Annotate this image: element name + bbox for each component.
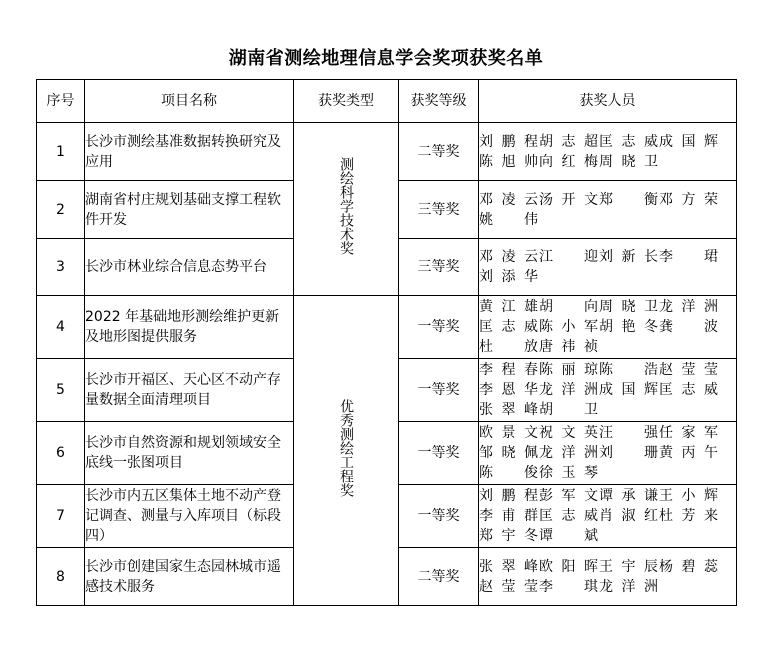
person-name: 陈旭帅	[479, 153, 538, 170]
person-name: 郑宇冬	[479, 528, 538, 544]
person-name: 邹晓佩	[479, 445, 538, 461]
person-name: 龙洋洲	[539, 382, 598, 398]
header-row	[37, 80, 737, 123]
person-name: 陈小军	[539, 319, 598, 335]
person-name: 肖淑红	[599, 508, 658, 524]
person-name: 周晓卫	[599, 299, 658, 315]
person-name: 龚 波	[659, 319, 718, 335]
person-name: 胡艳冬	[599, 319, 658, 335]
person-name: 江 迎	[539, 249, 598, 265]
row-level: 一等奖	[399, 296, 479, 359]
row-people	[479, 485, 737, 548]
row-level: 一等奖	[399, 422, 479, 485]
person-name: 邓凌云	[479, 249, 538, 265]
table-body	[37, 123, 737, 606]
header-type: 获奖类型	[294, 80, 399, 123]
row-project: 长沙市内五区集体土地不动产登记调查、测量与入库项目（标段四）	[85, 485, 294, 548]
person-name: 张翠峰	[479, 402, 538, 418]
row-level: 一等奖	[399, 485, 479, 548]
person-name: 杜芳来	[659, 508, 718, 524]
person-name: 刘添华	[479, 269, 538, 285]
row-project: 湖南省村庄规划基础支撑工程软件开发	[85, 181, 294, 239]
person-name: 匡志威	[659, 382, 718, 398]
person-name: 祝文英	[539, 425, 598, 441]
award-type-cell	[294, 296, 399, 606]
person-name: 刘鹏程	[479, 488, 538, 504]
person-name: 龙洋洲	[539, 445, 598, 461]
row-project: 长沙市测绘基准数据转换研究及应用	[85, 123, 294, 181]
awards-table	[36, 79, 737, 606]
person-name: 龙洋洲	[659, 299, 718, 315]
people-list	[479, 190, 736, 230]
person-name: 李恩华	[479, 382, 538, 398]
header-seq: 序号	[37, 80, 85, 123]
row-seq: 5	[37, 359, 85, 422]
row-people	[479, 181, 737, 239]
row-seq: 4	[37, 296, 85, 359]
person-name: 李 琪	[539, 578, 598, 595]
person-name: 赵莹莹	[659, 362, 718, 378]
person-name: 姚 伟	[479, 211, 538, 228]
person-name: 李程春	[479, 362, 538, 378]
people-list	[479, 297, 736, 357]
row-seq: 1	[37, 123, 85, 181]
person-name: 陈 浩	[599, 362, 658, 378]
person-name: 匡志威	[479, 319, 538, 335]
person-name: 欧景文	[479, 425, 538, 441]
person-name: 唐祎祯	[539, 339, 598, 355]
row-level: 二等奖	[399, 548, 479, 606]
person-name: 黄江雄	[479, 299, 538, 315]
person-name: 杨碧蕊	[659, 558, 718, 575]
people-list	[479, 247, 736, 287]
person-name: 陈 俊	[479, 465, 538, 481]
person-name: 邓方荣	[659, 191, 718, 208]
row-level: 一等奖	[399, 359, 479, 422]
person-name: 王小辉	[659, 488, 718, 504]
row-people	[479, 239, 737, 296]
row-level: 三等奖	[399, 239, 479, 296]
row-people	[479, 123, 737, 181]
person-name: 成国辉	[659, 133, 718, 150]
person-name: 匡志威	[599, 133, 658, 150]
row-people	[479, 359, 737, 422]
person-name: 黄丙午	[659, 445, 718, 461]
person-name: 郑 衡	[599, 191, 658, 208]
person-name: 刘新长	[599, 249, 658, 265]
person-name: 欧阳晖	[539, 558, 598, 575]
table-row	[37, 296, 737, 359]
person-name: 赵莹莹	[479, 578, 538, 595]
row-seq: 7	[37, 485, 85, 548]
header-project: 项目名称	[85, 80, 294, 123]
award-type-label: 测绘科学技术奖	[338, 157, 354, 255]
person-name: 匡志威	[539, 508, 598, 524]
person-name: 陈丽琼	[539, 362, 598, 378]
person-name: 成国辉	[599, 382, 658, 398]
people-list	[479, 360, 736, 420]
person-name: 李甫群	[479, 508, 538, 524]
person-name: 胡 向	[539, 299, 598, 315]
person-name: 汪 强	[599, 425, 658, 441]
person-name: 胡 卫	[539, 402, 598, 418]
person-name: 谭承谦	[599, 488, 658, 504]
row-project: 长沙市开福区、天心区不动产存量数据全面清理项目	[85, 359, 294, 422]
person-name: 向红梅	[539, 153, 598, 170]
row-people	[479, 422, 737, 485]
row-seq: 8	[37, 548, 85, 606]
row-people	[479, 548, 737, 606]
row-level: 三等奖	[399, 181, 479, 239]
row-seq: 6	[37, 422, 85, 485]
header-level: 获奖等级	[399, 80, 479, 123]
person-name: 谭 斌	[539, 528, 598, 544]
table-row	[37, 123, 737, 181]
award-type-cell	[294, 123, 399, 296]
row-project: 长沙市林业综合信息态势平台	[85, 239, 294, 296]
people-list	[479, 132, 736, 172]
person-name: 任家军	[659, 425, 718, 441]
people-list	[479, 486, 736, 546]
document-title: 湖南省测绘地理信息学会奖项获奖名单	[228, 48, 544, 69]
person-name: 龙洋洲	[599, 578, 658, 595]
people-list	[479, 557, 736, 597]
person-name: 张翠峰	[479, 558, 538, 575]
row-project: 长沙市自然资源和规划领域安全底线一张图项目	[85, 422, 294, 485]
person-name: 邓凌云	[479, 191, 538, 208]
row-project: 2022 年基础地形测绘维护更新及地形图提供服务	[85, 296, 294, 359]
people-list	[479, 423, 736, 483]
row-people	[479, 296, 737, 359]
person-name: 汤开文	[539, 191, 598, 208]
person-name: 徐玉琴	[539, 465, 598, 481]
award-type-label: 优秀测绘工程奖	[338, 398, 354, 497]
row-level: 二等奖	[399, 123, 479, 181]
person-name: 刘鹏程	[479, 133, 538, 150]
header-people: 获奖人员	[479, 80, 737, 123]
row-project: 长沙市创建国家生态园林城市遥感技术服务	[85, 548, 294, 606]
person-name: 王宇辰	[599, 558, 658, 575]
person-name: 胡志超	[539, 133, 598, 150]
person-name: 刘 珊	[599, 445, 658, 461]
person-name: 杜 放	[479, 339, 538, 355]
row-seq: 3	[37, 239, 85, 296]
row-seq: 2	[37, 181, 85, 239]
person-name: 周晓卫	[599, 153, 658, 170]
person-name: 李 珺	[659, 249, 718, 265]
person-name: 彭军文	[539, 488, 598, 504]
